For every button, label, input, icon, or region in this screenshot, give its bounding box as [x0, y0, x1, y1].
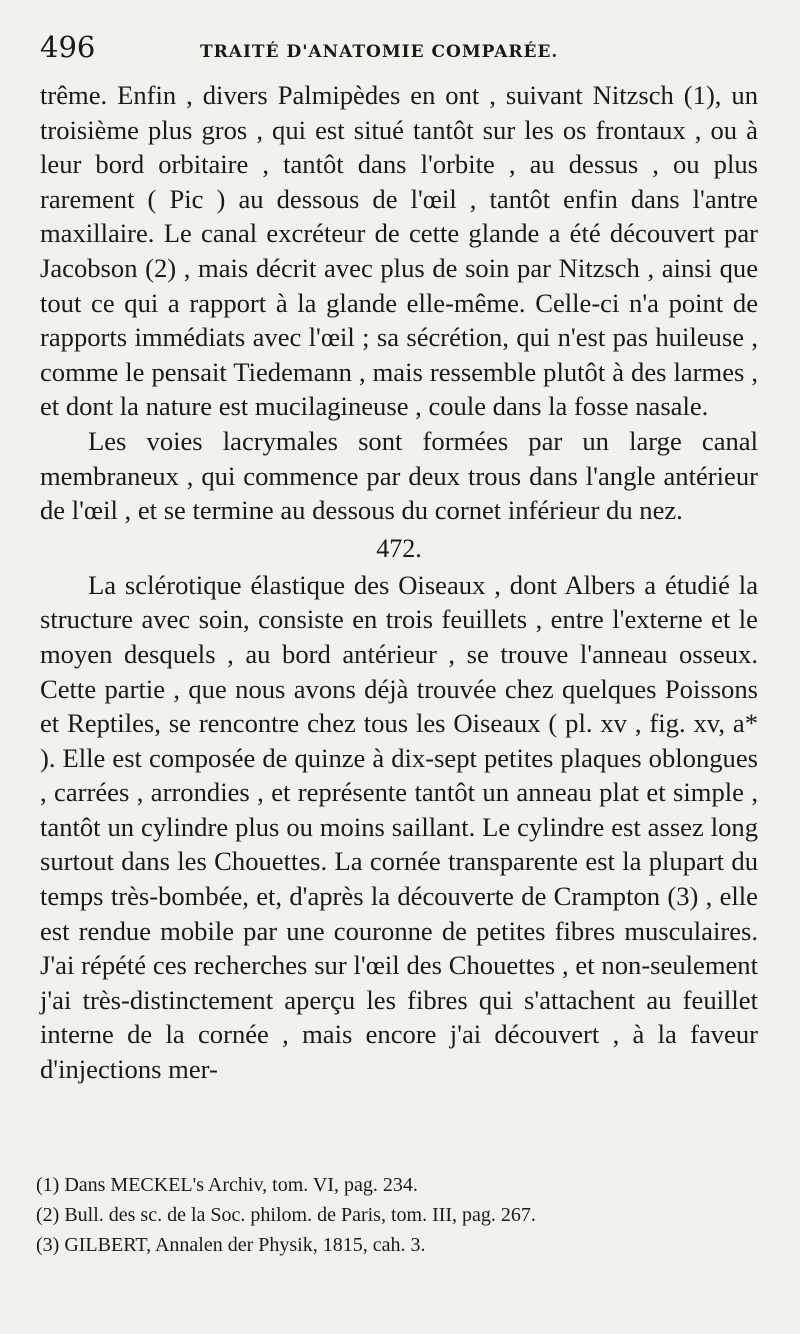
page-header: [40, 30, 758, 78]
paragraph-2: Les voies lacrymales sont formées par un large canal membraneux , qui commence par deux trous dans l'angle antérieur de l'œil , et se termine au dessous du cornet inférieur du nez.: [40, 425, 758, 526]
body-text: [40, 78, 758, 1087]
section-number: 472.: [376, 533, 422, 563]
footnotes: [36, 1170, 726, 1260]
running-title: TRAITÉ D'ANATOMIE COMPARÉE.: [200, 42, 559, 62]
paragraph-1: trême. Enfin , divers Palmipèdes en ont , suivant Nitzsch (1), un troisième plus gros , qui est situé tantôt sur les os frontaux , ou à leur bord orbitaire , tantôt dans l'orbite , au dessus , ou plus rarement ( Pic ) au dessous de l'œil , tantôt enfin dans l'antre maxillaire. Le canal excréteur de cette glande a été découvert par Jacobson (2) , mais décrit avec plus de soin par Nitzsch , ainsi que tout ce qui a rapport à la glande elle-même. Celle-ci n'a point de rapports immédiats avec l'œil ; sa sécrétion, qui n'est pas huileuse , comme le pensait Tiedemann , mais ressemble plutôt à des larmes , et dont la nature est mucilagineuse , coule dans la fosse nasale.: [40, 80, 758, 422]
book-page: [40, 30, 758, 1320]
footnote-2: (2) Bull. des sc. de la Soc. philom. de Paris, tom. III, pag. 267.: [36, 1204, 536, 1226]
footnote-3: (3) GILBERT, Annalen der Physik, 1815, cah. 3.: [36, 1234, 426, 1256]
paragraph-3: La sclérotique élastique des Oiseaux , dont Albers a étudié la structure avec soin, consiste en trois feuillets , entre l'externe et le moyen desquels , au bord antérieur , se trouve l'anneau osseux. Cette partie , que nous avons déjà trouvée chez quelques Poissons et Reptiles, se rencontre chez tous les Oiseaux ( pl. xv , fig. xv, a* ). Elle est composée de quinze à dix-sept petites plaques oblongues , carrées , arrondies , et représente tantôt un anneau plat et simple , tantôt un cylindre plus ou moins saillant. Le cylindre est assez long surtout dans les Chouettes. La cornée transparente est la plupart du temps très-bombée, et, d'après la découverte de Crampton (3) , elle est rendue mobile par une couronne de petites fibres musculaires. J'ai répété ces recherches sur l'œil des Chouettes , et non-seulement j'ai très-distinctement aperçu les fibres qui s'attachent au feuillet interne de la cornée , mais encore j'ai découvert , à la faveur d'injections mer-: [40, 569, 758, 1085]
footnote-1: (1) Dans MECKEL's Archiv, tom. VI, pag. 234.: [36, 1174, 418, 1196]
page-number: 496: [40, 30, 96, 64]
